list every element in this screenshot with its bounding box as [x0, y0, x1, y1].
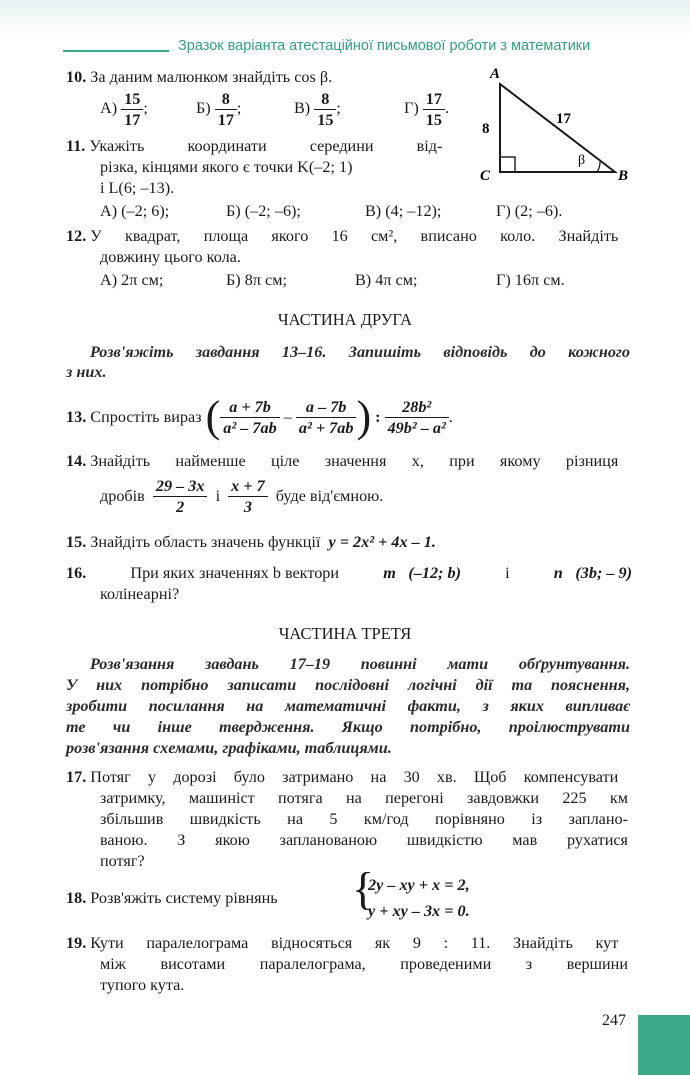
question-text-line-1: Укажіть координати середини від- [89, 137, 443, 155]
question-number: 18. [66, 889, 87, 907]
right-parenthesis: ) [356, 392, 372, 441]
answer-option-c: В) (4; –12); [365, 202, 442, 220]
option-label: Г) [404, 99, 419, 118]
answer-option-a [100, 89, 148, 130]
question-number: 16. [66, 564, 87, 582]
fraction-2 [228, 476, 268, 517]
equation-1: 2y – xy + x = 2, [368, 876, 470, 894]
fraction [121, 89, 143, 130]
numerator: 29 – 3x [153, 476, 208, 497]
question-14 [66, 451, 618, 472]
text: дробів [100, 486, 145, 505]
question-15 [66, 532, 436, 553]
fraction [423, 89, 445, 130]
punct: . [448, 407, 453, 426]
answer-option-d: Г) (2; –6). [496, 202, 563, 220]
system-brace: { [352, 863, 375, 914]
question-17 [66, 767, 618, 788]
punct: ; [143, 99, 148, 118]
question-text-line-2: колінеарні? [100, 585, 180, 603]
question-text-line-1: Потяг у дорозі було затримано на 30 хв. Щоб компенсувати [90, 768, 619, 786]
vector-n: n⃗(3b; – 9) [553, 564, 632, 582]
question-number: 17. [66, 768, 87, 786]
numerator: a + 7b [220, 397, 279, 418]
angle-beta-label: β [578, 153, 586, 168]
section-title-part-2: ЧАСТИНА ДРУГА [277, 310, 413, 329]
question-text-line-1: Знайдіть найменше ціле значення x, при якому різниця [90, 452, 619, 470]
answer-option-b [196, 89, 241, 130]
angle-arc [597, 162, 600, 172]
fraction-1 [153, 476, 208, 517]
answer-option-a: А) (–2; 6); [100, 202, 170, 220]
question-text: Спростіть вираз [90, 407, 202, 426]
question-18 [66, 888, 278, 909]
question-number: 11. [66, 137, 86, 155]
question-12 [66, 226, 618, 247]
question-number: 13. [66, 407, 87, 426]
question-text-line-1: У квадрат, площа якого 16 см², вписано коло. Знайдіть [90, 227, 619, 245]
division-sign: : [375, 407, 381, 426]
answer-option-c: В) 4π см; [355, 271, 418, 289]
punct: . [444, 99, 450, 118]
corner-tab [638, 1015, 690, 1075]
question-text: Знайдіть область значень функції [90, 533, 321, 551]
question-number: 15. [66, 533, 87, 551]
right-angle-marker [500, 157, 515, 172]
formula: y = 2x² + 4x – 1. [328, 533, 436, 551]
question-text-line-1: Кути паралелограма відносяться як 9 : 11. Знайдіть кут [90, 934, 619, 952]
numerator: 17 [423, 89, 445, 110]
fraction [215, 89, 237, 130]
option-label: А) [100, 99, 118, 118]
numerator: 8 [314, 89, 336, 110]
answer-option-a: А) 2π см; [100, 271, 164, 289]
running-header: Зразок варіанта атестаційної письмової роботи з математики [178, 38, 591, 54]
question-text-line-2: між висотами паралелограма, проведеними з вершини [100, 955, 628, 973]
punct: ; [336, 99, 341, 118]
part-2-instruction-line-2: з них. [66, 363, 107, 381]
vector-m: m⃗(–12; b) [383, 564, 461, 582]
denominator: 17 [124, 111, 141, 129]
punct: ; [236, 99, 242, 118]
equation-2: y + xy – 3x = 0. [368, 902, 470, 920]
answer-option-d: Г) 16π см. [496, 271, 565, 289]
denominator: 15 [317, 111, 334, 129]
text: і [505, 564, 510, 582]
fraction-3 [385, 397, 449, 438]
numerator: 8 [215, 89, 237, 110]
question-19 [66, 933, 618, 954]
question-number: 19. [66, 934, 87, 952]
fraction-2 [296, 397, 357, 438]
question-14-fractions [100, 473, 383, 519]
option-label: Б) [196, 99, 211, 118]
denominator: 49b² – a² [387, 418, 446, 437]
question-text-line-4: ваною. З якою запланованою швидкістю мав рухатися [100, 831, 628, 849]
minus-sign: – [283, 407, 292, 426]
part-3-instruction-line-1: Розв'язання завдань 17–19 повинні мати обґрунтування. [90, 655, 630, 673]
text: і [215, 486, 221, 505]
question-text: При яких значеннях b вектори [130, 564, 340, 582]
denominator: 3 [243, 497, 252, 516]
answer-option-d [404, 89, 449, 130]
question-number: 12. [66, 227, 87, 245]
question-text-line-3: тупого кута. [100, 976, 185, 994]
vertex-c-label: C [480, 168, 491, 184]
option-label: В) [294, 99, 311, 118]
question-13 [66, 392, 453, 442]
question-11 [66, 136, 442, 157]
denominator: 15 [425, 111, 442, 129]
numerator: a – 7b [296, 397, 357, 418]
page-number: 247 [602, 1012, 626, 1029]
numerator: 28b² [385, 397, 449, 418]
fraction-1 [220, 397, 279, 438]
answer-option-c [294, 89, 341, 130]
section-title-part-3: ЧАСТИНА ТРЕТЯ [278, 624, 412, 643]
numerator: 15 [121, 89, 143, 110]
part-3-instruction-line-2: У них потрібно записати послідовні логічні дії та пояснення, [66, 676, 630, 694]
side-ab-label: 17 [556, 111, 571, 127]
top-band [0, 0, 690, 36]
denominator: 2 [176, 497, 185, 516]
answer-option-b: Б) (–2; –6); [226, 202, 301, 220]
side-ac-label: 8 [482, 121, 490, 137]
denominator: a² – 7ab [223, 418, 277, 437]
question-text-line-2: довжину цього кола. [100, 248, 241, 266]
part-3-instruction-line-3: зробити посилання на математичні факти, з яких випливає [66, 697, 630, 715]
question-10 [66, 67, 332, 88]
part-3-instruction-line-4: те чи інше твердження. Якщо потрібно, проілюструвати [66, 718, 630, 736]
numerator: x + 7 [228, 476, 268, 497]
question-text: За даним малюнком знайдіть cos β. [90, 68, 333, 86]
question-number: 10. [66, 68, 87, 86]
triangle-shape [500, 84, 615, 172]
question-text: Розв'яжіть систему рівнянь [90, 889, 278, 907]
question-text-line-2: затримку, машиніст потяга на перегоні завдовжки 225 км [100, 789, 628, 807]
question-text-line-3: збільшив швидкість на 5 км/год порівняно із заплано- [100, 810, 628, 828]
part-3-instruction-line-5: розв'язання схемами, графіками, таблицями. [66, 739, 392, 757]
answer-option-b: Б) 8π см; [226, 271, 287, 289]
question-number: 14. [66, 452, 87, 470]
part-2-instruction-line-1: Розв'яжіть завдання 13–16. Запишіть відповідь до кожного [90, 343, 630, 361]
question-text-line-3: і L(6; –13). [100, 179, 175, 197]
text: буде від'ємною. [275, 486, 384, 505]
question-text-line-2: різка, кінцями якого є точки K(–2; 1) [100, 158, 353, 176]
question-16 [66, 563, 632, 584]
question-text-line-5: потяг? [100, 852, 145, 870]
right-triangle-figure [470, 62, 635, 187]
denominator: a² + 7ab [298, 418, 354, 437]
vertex-a-label: A [490, 66, 501, 82]
left-parenthesis: ( [205, 392, 221, 441]
denominator: 17 [217, 111, 234, 129]
fraction [314, 89, 336, 130]
vertex-b-label: B [618, 168, 629, 184]
header-rule [63, 50, 169, 52]
